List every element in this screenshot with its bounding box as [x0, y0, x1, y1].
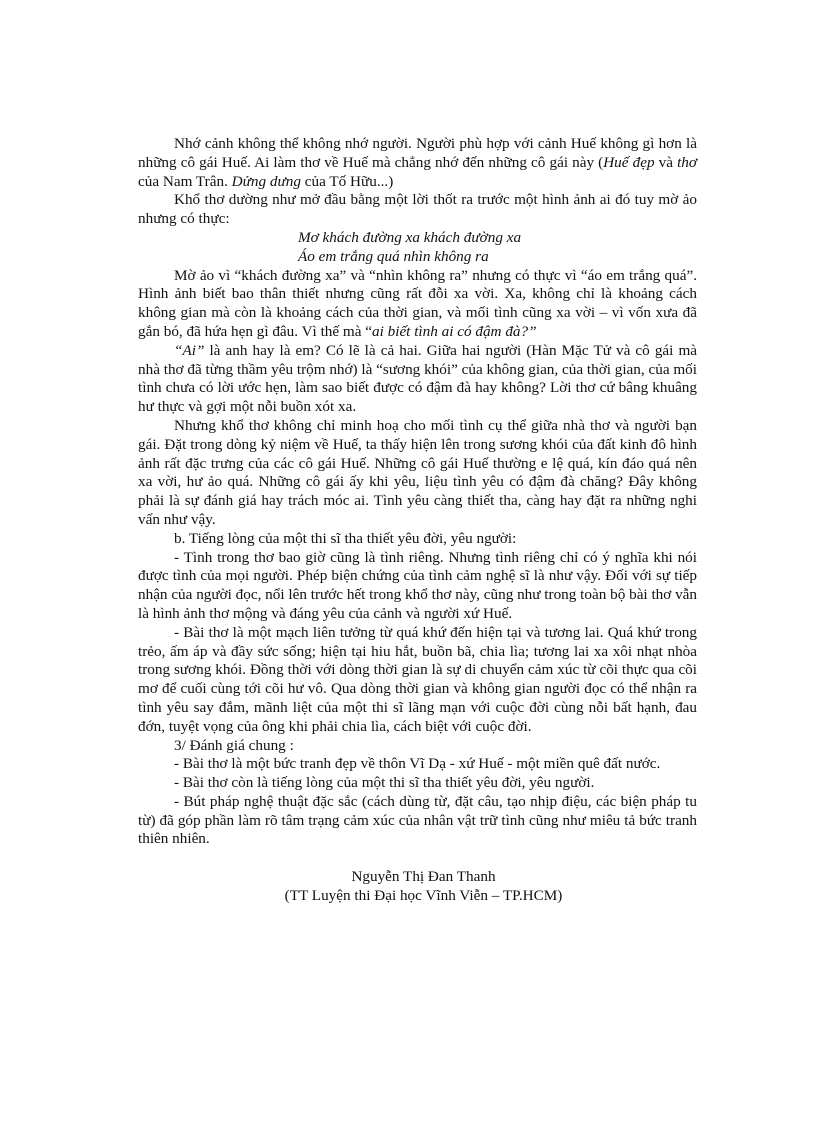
work-title: Dửng dưng [231, 172, 301, 190]
section-heading-3: 3/ Đánh giá chung : [174, 736, 294, 754]
paragraph-text: Mờ ảo vì “khách đường xa” và “nhìn không ra” nhưng có thực vì “áo em trắng quá”. Hình ảnh biết bao thân thiết nhưng cũng rất đỗi xa vời. Xa, không chỉ là khoảng cách không gian mà còn là khoảng cách của thời gian, và mối tình cũng xa vời – vì vốn xưa đã gắn bó, đã hứa hẹn gì đâu. Vì thế mà “ [138, 266, 697, 340]
paragraph-hue-girls [138, 135, 697, 191]
paragraph-text: và [654, 153, 678, 171]
paragraph-private-love: - Tình trong thơ bao giờ cũng là tình riêng. Nhưng tình riêng chỉ có ý nghĩa khi nói được tình của mọi người. Phép biện chứng của tình cảm nghệ sĩ là như vậy. Đối với sự tiếp nhận của người đọc, nổi lên trước hết trong khổ thơ này, cũng như trong toàn bộ bài thơ vẫn là hình ảnh thơ mộng và đáng yêu của cảnh và người xứ Huế. [138, 548, 698, 622]
bullet-summary-3: - Bút pháp nghệ thuật đặc sắc (cách dùng từ, đặt câu, tạo nhịp điệu, các biện pháp tu từ) đã góp phần làm rõ tâm trạng cảm xúc của nhân vật trữ tình cũng như miêu tả bức tranh thiên nhiên. [138, 792, 697, 848]
document-body [138, 135, 697, 906]
paragraph-ai-question [138, 342, 697, 417]
paragraph-text: Nhớ cảnh không thể không nhớ người. Người phù hợp với cảnh Huế không gì hơn là những cô gái Huế. Ai làm thơ về Huế mà chẳng nhớ đến những cô gái này ( [138, 135, 697, 171]
paragraph-time-flow: - Bài thơ là một mạch liên tưởng từ quá khứ đến hiện tại và tương lai. Quá khứ trong trẻo, ấm áp và đầy sức sống; hiện tại hiu hắt, buồn bã, chia lìa; tương lai xa xôi nhạt nhòa trong sương khói. Đồng thời với dòng thời gian là sự di chuyển cảm xúc từ cõi thực qua cõi mơ để cuối cùng tới cõi hư vô. Qua dòng thời gian và không gian người đọc có thể nhận ra tình yêu say đắm, mãnh liệt của một thi sĩ lãng mạn với cuộc đời cùng nỗi bất hạnh, đau đớn, tuyệt vọng của ông khi phải chia lìa, cách biệt với cuộc đời. [138, 623, 697, 735]
paragraph-text: của Nam Trân. [138, 172, 232, 190]
quoted-word: “Ai” [174, 341, 205, 359]
quoted-verse: ai biết tình ai có đậm đà?” [372, 322, 537, 340]
work-title: thơ [677, 153, 697, 171]
bullet-summary-1: - Bài thơ là một bức tranh đẹp về thôn Vĩ Dạ - xứ Huế - một miền quê đất nước. [174, 755, 661, 773]
signature-block [144, 868, 703, 906]
paragraph-stanza-intro: Khổ thơ dường như mở đầu bằng một lời thốt ra trước một hình ảnh ai đó tuy mờ ảo nhưng có thực: [138, 191, 697, 228]
author-affiliation: (TT Luyện thi Đại học Vĩnh Viễn – TP.HCM) [284, 887, 563, 905]
paragraph-text: là anh hay là em? Có lẽ là cả hai. Giữa hai người (Hàn Mặc Tử và cô gái mà nhà thơ đã từng thầm yêu trộm nhớ) là “sương khói” của không gian, của thời gian, của mối tình chưa có lời ước hẹn, làm sao biết được có đậm đà hay không? Lời thơ cứ bâng khuâng hư thực và gợi một nỗi buồn xót xa. [138, 341, 697, 416]
verse-line-2: Áo em trắng quá nhìn không ra [298, 247, 489, 265]
section-heading-b: b. Tiếng lòng của một thi sĩ tha thiết yêu đời, yêu người: [174, 529, 517, 547]
author-name: Nguyễn Thị Đan Thanh [351, 868, 496, 886]
verse-line-1: Mơ khách đường xa khách đường xa [298, 228, 522, 246]
paragraph-faint-but-real [138, 267, 697, 342]
paragraph-hue-memory: Nhưng khổ thơ không chỉ minh hoạ cho mối tình cụ thể giữa nhà thơ và người bạn gái. Đặt trong dòng kỷ niệm về Huế, ta thấy hiện lên trong sương khói của đất kinh đô hình ảnh rất đặc trưng của các cô gái Huế. Những cô gái Huế thường e lệ quá, kín đáo quá nên xa vời, hư ảo quá. Những cô gái ấy khi yêu, liệu tình yêu có đậm đà chăng? Đây không phải là sự đánh giá hay trách móc ai. Tình yêu càng thiết tha, càng hay đặt ra những nghi vấn như vậy. [138, 416, 697, 528]
paragraph-text: của Tố Hữu...) [300, 172, 394, 190]
bullet-summary-2: - Bài thơ còn là tiếng lòng của một thi sĩ tha thiết yêu đời, yêu người. [174, 774, 595, 792]
work-title: Huế đẹp [603, 153, 655, 171]
